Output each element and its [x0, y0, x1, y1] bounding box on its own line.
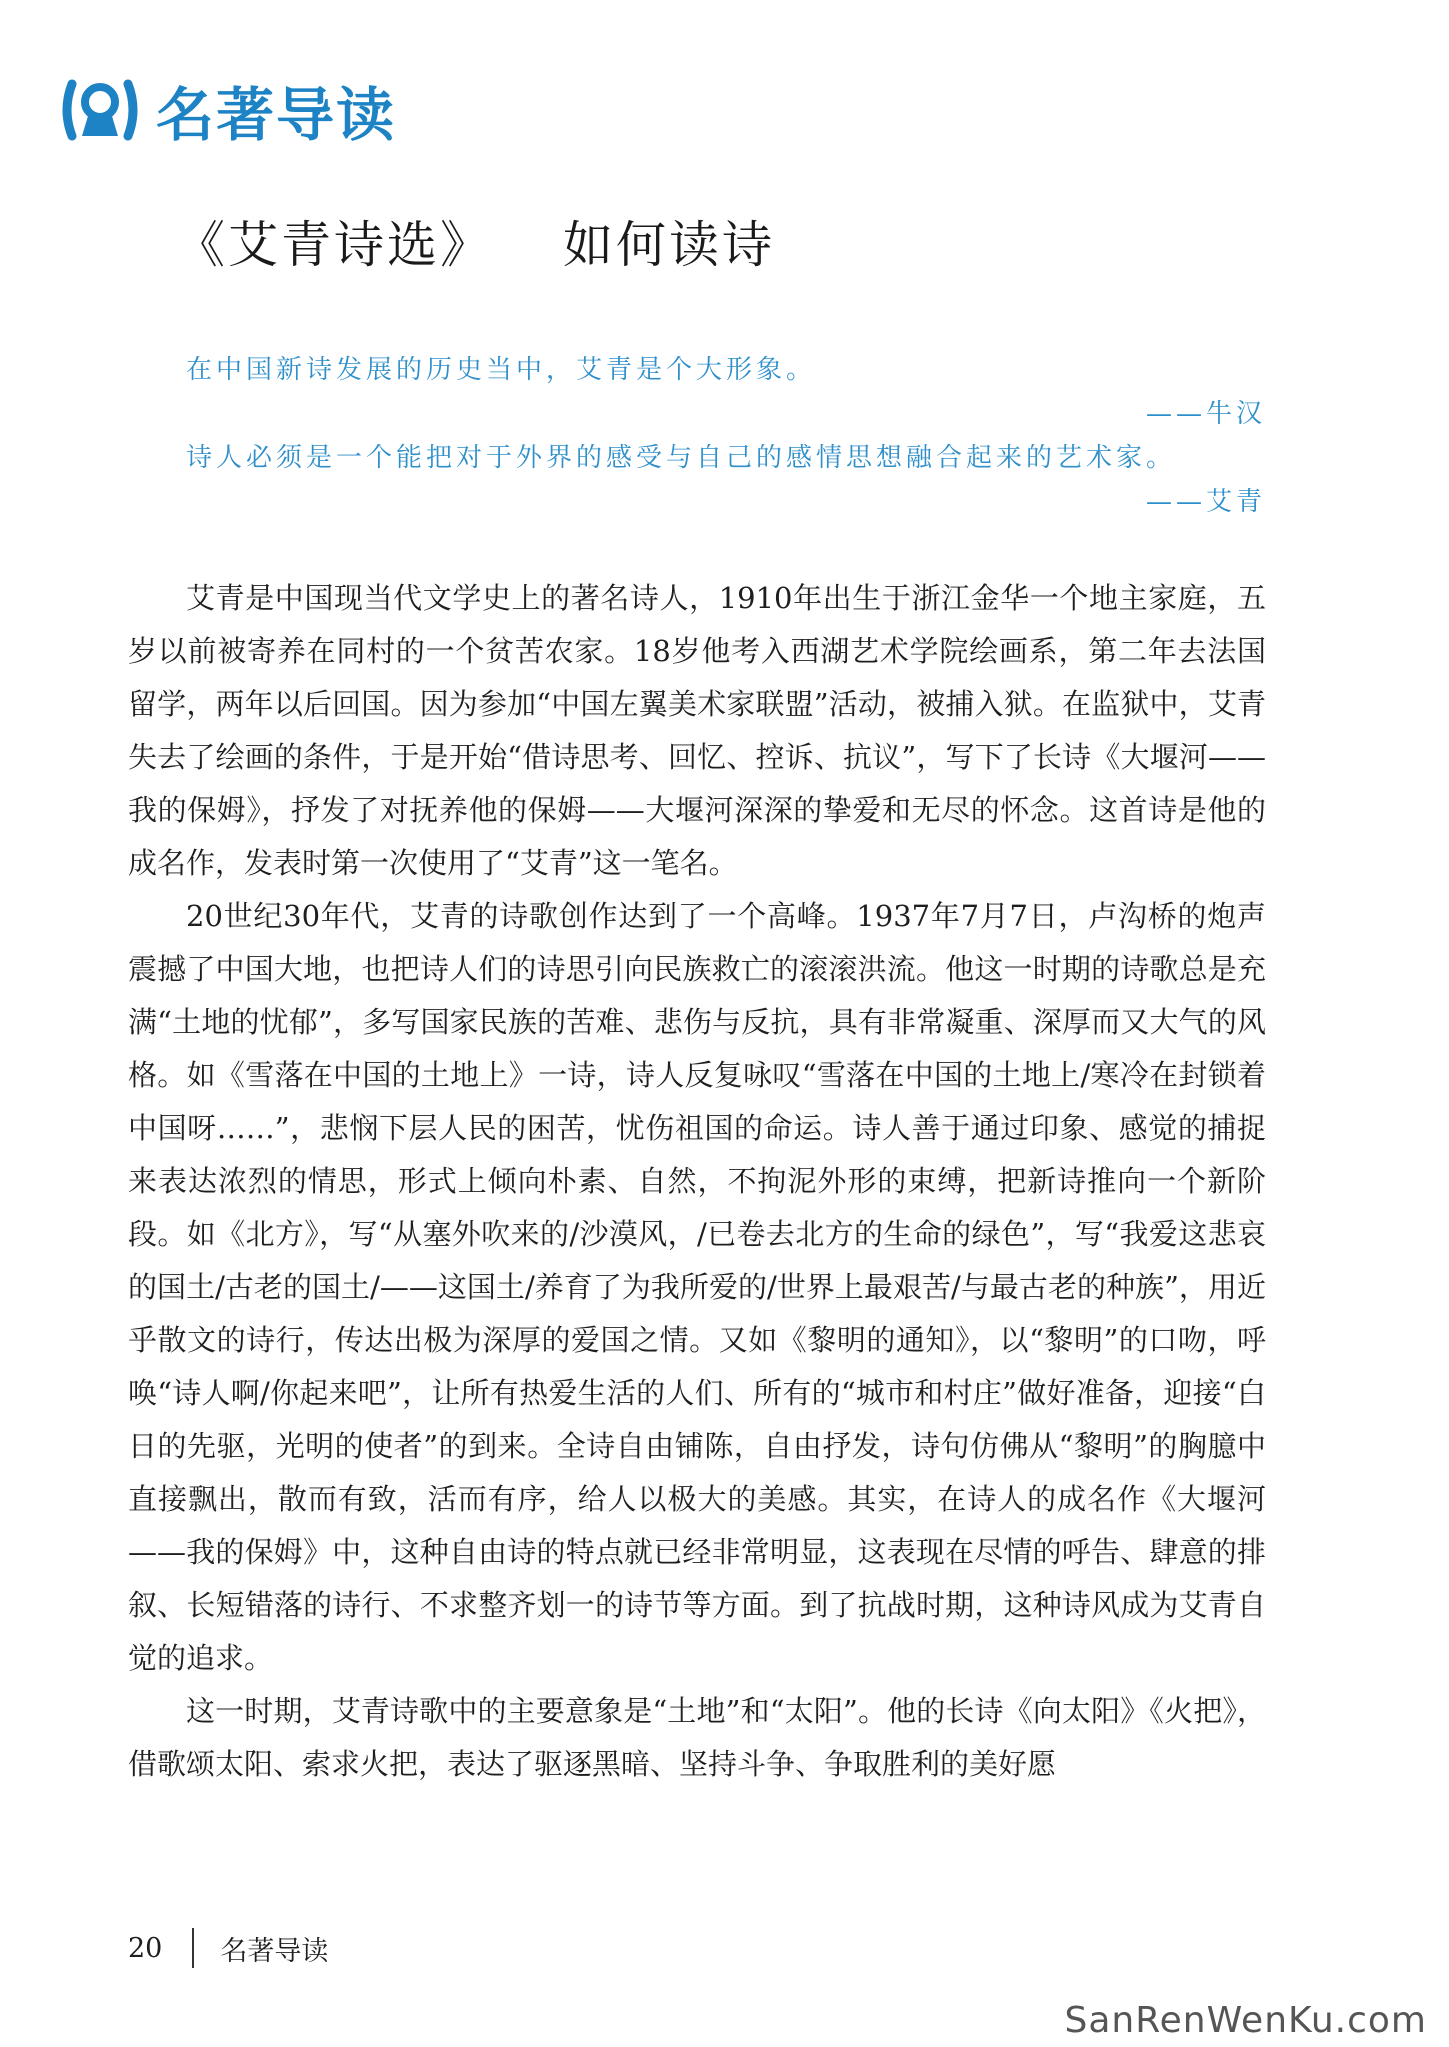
- body-text: [128, 572, 1266, 1791]
- page-number: 20: [128, 1932, 163, 1964]
- paragraph: 这一时期，艾青诗歌中的主要意象是“土地”和“太阳”。他的长诗《向太阳》《火把》，借歌颂太阳、索求火把，表达了驱逐黑暗、坚持斗争、争取胜利的美好愿: [128, 1694, 1266, 1781]
- chapter-topic: 如何读诗: [563, 216, 775, 274]
- quote-author: ——艾青: [1145, 487, 1266, 517]
- footer-section: 名著导读: [220, 1935, 329, 1967]
- section-title: 名著导读: [156, 81, 397, 149]
- epigraph-quotes: [186, 348, 1266, 524]
- paragraph: 20世纪30年代，艾青的诗歌创作达到了一个高峰。1937年7月7日，卢沟桥的炮声震撼了中国大地，也把诗人们的诗思引向民族救亡的滚滚洪流。他这一时期的诗歌总是充满“土地的忧郁”，多写国家民族的苦难、悲伤与反抗，具有非常凝重、深厚而又大气的风格。如《雪落在中国的土地上》一诗，诗人反复咏叹“雪落在中国的土地上/寒冷在封锁着中国呀……”，悲悯下层人民的困苦，忧伤祖国的命运。诗人善于通过印象、感觉的捕捉来表达浓烈的情思，形式上倾向朴素、自然，不拘泥外形的束缚，把新诗推向一个新阶段。如《北方》，写“从塞外吹来的/沙漠风，/已卷去北方的生命的绿色”，写“我爱这悲哀的国土/古老的国土/——这国土/养育了为我所爱的/世界上最艰苦/与最古老的种族”，用近乎散文的诗行，传达出极为深厚的爱国之情。又如《黎明的通知》，以“黎明”的口吻，呼唤“诗人啊/你起来吧”，让所有热爱生活的人们、所有的“城市和村庄”做好准备，迎接“白日的先驱，光明的使者”的到来。全诗自由铺陈，自由抒发，诗句仿佛从“黎明”的胸臆中直接飘出，散而有致，活而有序，给人以极大的美感。其实，在诗人的成名作《大堰河——我的保姆》中，这种自由诗的特点就已经非常明显，这表现在尽情的呼告、肆意的排叙、长短错落的诗行、不求整齐划一的诗节等方面。到了抗战时期，这种诗风成为艾青自觉的追求。: [128, 899, 1266, 1675]
- page-header: [62, 70, 396, 150]
- quote-author: ——牛汉: [1145, 399, 1266, 429]
- paragraph: 艾青是中国现当代文学史上的著名诗人，1910年出生于浙江金华一个地主家庭，五岁以前被寄养在同村的一个贫苦农家。18岁他考入西湖艺术学院绘画系，第二年去法国留学，两年以后回国。因为参加“中国左翼美术家联盟”活动，被捕入狱。在监狱中，艾青失去了绘画的条件，于是开始“借诗思考、回忆、控诉、抗议”，写下了长诗《大堰河——我的保姆》，抒发了对抚养他的保姆——大堰河深深的挚爱和无尽的怀念。这首诗是他的成名作，发表时第一次使用了“艾青”这一笔名。: [128, 581, 1266, 880]
- footer-divider: [192, 1928, 194, 1968]
- quote-text: 诗人必须是一个能把对于外界的感受与自己的感情思想融合起来的艺术家。: [186, 443, 1177, 473]
- watermark: SanRenWenKu.com: [1064, 2000, 1427, 2041]
- chapter-title: [175, 205, 775, 277]
- quote-text: 在中国新诗发展的历史当中，艾青是个大形象。: [186, 355, 817, 385]
- book-title: 《艾青诗选》: [175, 216, 493, 274]
- page-footer: [128, 1928, 328, 1968]
- reading-guide-logo-icon: [62, 72, 138, 148]
